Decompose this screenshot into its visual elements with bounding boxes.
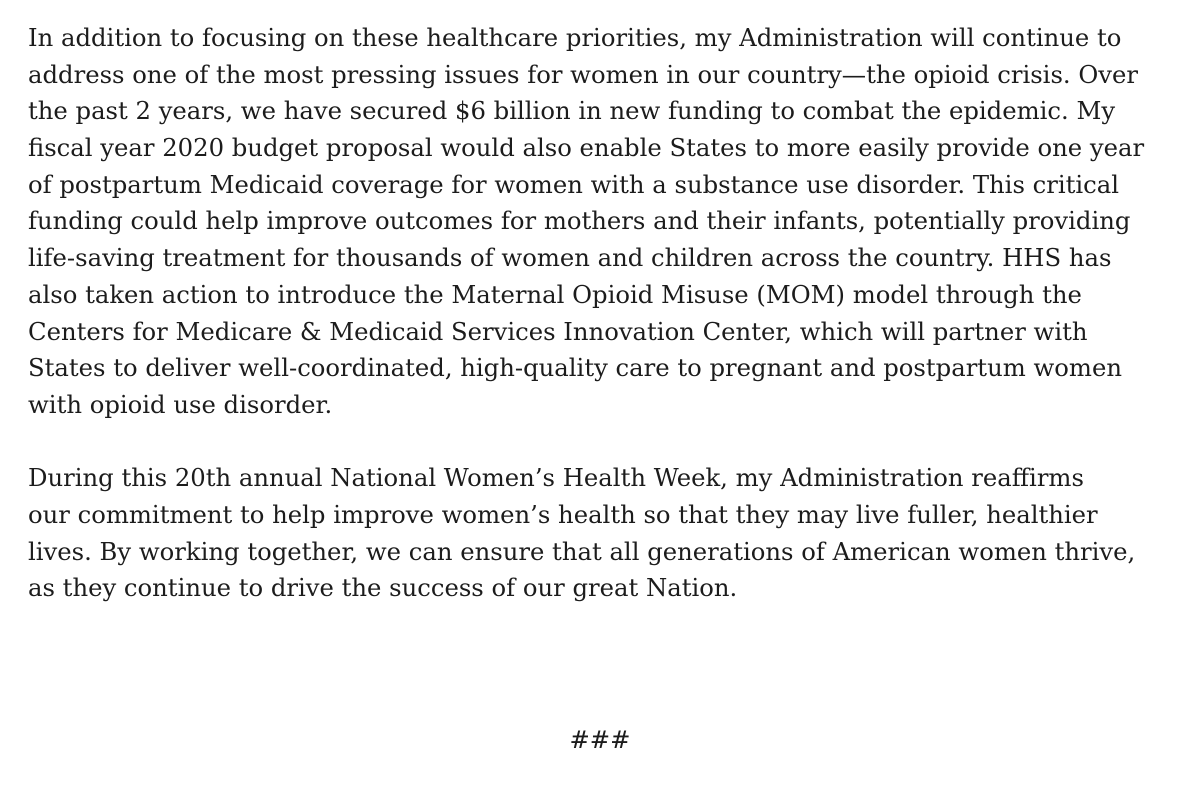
text-line: In addition to focusing on these healthcare priorities, my Administration will continue to: [28, 23, 1122, 52]
paragraph-womens-health-week: [28, 460, 1178, 607]
end-of-document-mark: ###: [569, 725, 631, 754]
text-line: funding could help improve outcomes for mothers and their infants, potentially providing: [28, 206, 1131, 236]
text-line: with opioid use disorder.: [28, 389, 333, 419]
text-line: also taken action to introduce the Maternal Opioid Misuse (MOM) model through the: [28, 279, 1082, 309]
document-body: [28, 20, 1178, 607]
text-line: as they continue to drive the success of our great Nation.: [28, 573, 738, 603]
text-line: fiscal year 2020 budget proposal would also enable States to more easily provide one year: [28, 133, 1145, 163]
text-line: States to deliver well-coordinated, high-quality care to pregnant and postpartum women: [28, 353, 1122, 383]
text-line: Centers for Medicare & Medicaid Services Innovation Center, which will partner with: [28, 316, 1088, 346]
text-line: During this 20th annual National Women’s Health Week, my Administration reaffirms: [28, 463, 1084, 493]
text-line: of postpartum Medicaid coverage for women with a substance use disorder. This critical: [28, 169, 1120, 199]
text-line: our commitment to help improve women’s health so that they may live fuller, healthier: [28, 499, 1098, 529]
paragraph-opioid-crisis: [28, 20, 1178, 424]
text-line: the past 2 years, we have secured $6 billion in new funding to combat the epidemic. My: [28, 96, 1116, 126]
text-line: life-saving treatment for thousands of women and children across the country. HHS has: [28, 243, 1112, 273]
text-line: lives. By working together, we can ensure that all generations of American women thrive,: [28, 536, 1136, 566]
text-line: address one of the most pressing issues for women in our country—the opioid crisis. Over: [28, 59, 1139, 89]
